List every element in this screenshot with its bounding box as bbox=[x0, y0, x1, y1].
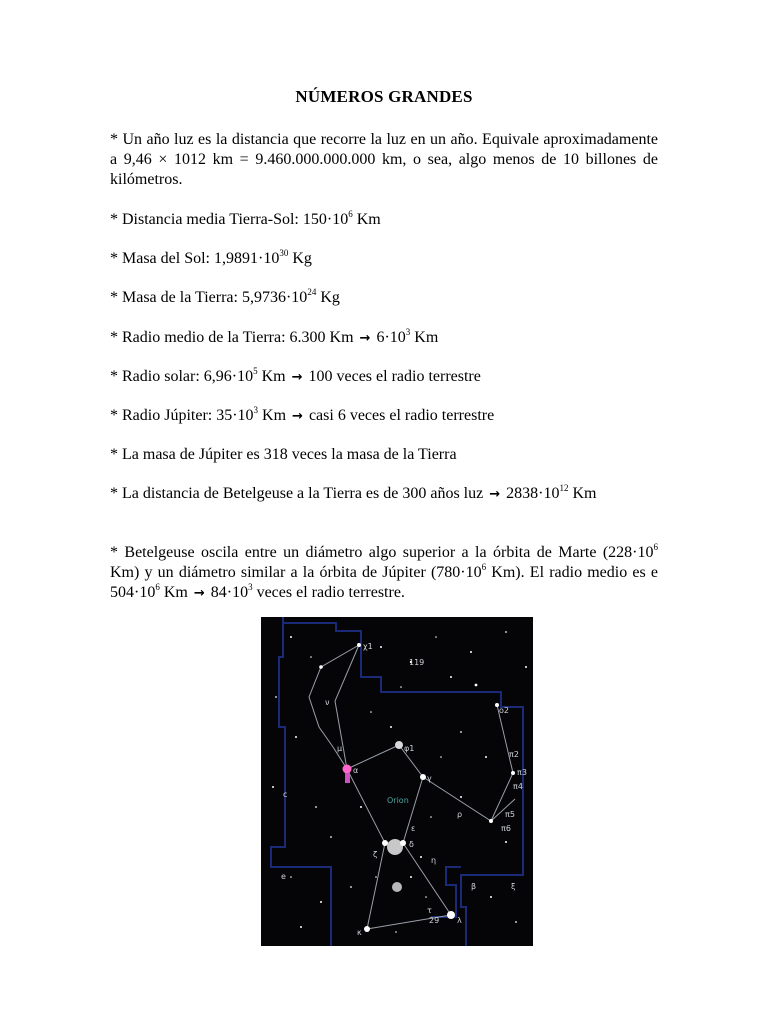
orion-star-chart bbox=[261, 617, 533, 946]
paragraph-sun-mass: * Masa del Sol: $1,9891\cdot 10^{30}$ Kg bbox=[110, 248, 312, 267]
label-tau: τ bbox=[427, 906, 432, 915]
arrow-right-icon: → bbox=[489, 487, 501, 502]
arrow-right-icon: → bbox=[193, 586, 205, 601]
star-betelgeuse-marker bbox=[345, 773, 350, 783]
label-e: e bbox=[281, 872, 286, 881]
label-119: 119 bbox=[409, 658, 425, 667]
label-29: 29 bbox=[429, 916, 440, 925]
label-mu: μ bbox=[337, 744, 343, 753]
star-meissa bbox=[395, 741, 403, 749]
label-phi: φ1 bbox=[404, 744, 415, 753]
label-o2: o2 bbox=[499, 706, 509, 715]
paragraph-betelgeuse-diameter: * Betelgeuse oscila entre un diámetro algo superior a la órbita de Marte ($228\cdot 10^6$ Km) y un diámetro similar a la órbita de Júpiter ($780\cdot 10^6$ Km). El radio medio es e $504\cdot 10^6$ $Km \to 84\cdot 10^3$ veces el radio terrestre. bbox=[110, 542, 658, 601]
star-bellatrix bbox=[420, 774, 426, 780]
label-pi2: π2 bbox=[509, 750, 519, 759]
label-delta: δ bbox=[409, 840, 414, 849]
label-c: c bbox=[283, 790, 288, 799]
paragraph-jupiter-mass: * La masa de Júpiter es 318 veces la masa de la Tierra bbox=[110, 446, 457, 463]
star-labels bbox=[281, 642, 527, 937]
shield-line bbox=[423, 705, 513, 821]
constellation-lines bbox=[309, 645, 515, 929]
paragraph-earth-sun-distance: * Distancia media Tierra-Sol: $150\cdot 10^6$ Km bbox=[110, 209, 381, 228]
constellation-boundary bbox=[283, 617, 523, 946]
star-rigel bbox=[447, 911, 455, 919]
star-mintaka bbox=[400, 840, 406, 846]
label-nu: ν bbox=[325, 698, 330, 707]
paragraph-light-year: * Un año luz es la distancia que recorre la luz en un año. Equivale aproximadamente a 9,46 × 1012 km = 9.460.000.000.000 km, o sea, algo menos de 10 billones de kilómetros. bbox=[110, 131, 658, 188]
star-alnitak bbox=[382, 840, 388, 846]
label-orion: Orion bbox=[387, 796, 409, 805]
star-saiph bbox=[364, 926, 370, 932]
paragraph-earth-radius: * Radio medio de la Tierra: 6.300 $Km \to 6\cdot 10^3$ Km bbox=[110, 327, 439, 346]
page-title: NÚMEROS GRANDES bbox=[295, 87, 473, 106]
star-nu bbox=[319, 665, 323, 669]
paragraph-earth-mass: * Masa de la Tierra: $5,9736\cdot 10^{24}$ Kg bbox=[110, 287, 340, 306]
label-pi6: π6 bbox=[501, 824, 511, 833]
label-beta: β bbox=[471, 882, 477, 891]
paragraph-betelgeuse-distance: * La distancia de Betelgeuse a la Tierra es de 300 años luz → $2838\cdot 10^{12}$ Km bbox=[110, 483, 597, 502]
label-gamma: γ bbox=[427, 774, 432, 783]
label-rho: ρ bbox=[457, 810, 463, 819]
label-pi4: π4 bbox=[513, 782, 523, 791]
label-pi5: π5 bbox=[505, 810, 515, 819]
label-lambda: λ bbox=[457, 916, 462, 925]
orion-chart-svg bbox=[261, 617, 533, 946]
label-epsilon: ε bbox=[411, 824, 416, 833]
star-pi5 bbox=[489, 819, 493, 823]
arrow-right-icon: → bbox=[292, 409, 303, 424]
label-kappa: κ bbox=[357, 928, 362, 937]
label-pi3: π3 bbox=[517, 768, 527, 777]
label-chi1: χ1 bbox=[363, 642, 373, 651]
label-eta: η bbox=[431, 856, 437, 865]
left-side-line bbox=[347, 769, 385, 843]
star-nebula bbox=[392, 882, 402, 892]
label-xi: ξ bbox=[511, 882, 516, 891]
paragraph-jupiter-radius: * Radio Júpiter: $35\cdot 10^3$ Km → casi 6 veces el radio terrestre bbox=[110, 405, 495, 424]
paragraph-solar-radius: * Radio solar: $6,96\cdot 10^5$ Km → 100 veces el radio terrestre bbox=[110, 366, 481, 385]
label-alpha: α bbox=[353, 766, 359, 775]
label-zeta: ζ bbox=[373, 850, 378, 859]
arrow-right-icon: → bbox=[359, 331, 371, 346]
arrow-right-icon: → bbox=[291, 370, 303, 385]
star-chi1 bbox=[357, 643, 361, 647]
star-betelgeuse bbox=[343, 765, 352, 774]
star-pi3 bbox=[511, 771, 515, 775]
right-leg-line bbox=[403, 843, 451, 915]
right-side-line bbox=[385, 777, 423, 843]
